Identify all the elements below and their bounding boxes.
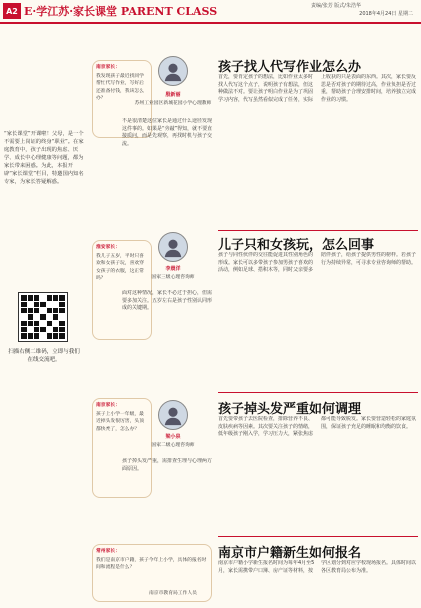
expert-title: 苏州工业园区新城花园小学心理教师 bbox=[134, 101, 212, 106]
divider bbox=[218, 536, 418, 537]
article-title: 孩子掉头发严重如何调理 bbox=[218, 402, 362, 417]
page-header bbox=[0, 0, 421, 24]
question-text: 我们是南京市户籍，孩子今年上小学，具体的报名时间和流程是什么？ bbox=[96, 557, 207, 570]
article-title: 南京市户籍新生如何报名 bbox=[218, 546, 362, 561]
expert-avatar-icon bbox=[158, 56, 188, 86]
question-text: 我发现孩子最近找同学帮忙代写作业，写好后还准备付钱，我该怎么办？ bbox=[96, 73, 144, 101]
question-text: 孩子上小学一年级，最近掉头发很厉害，头顶都快秃了，怎么办？ bbox=[96, 411, 144, 432]
expert-name: 梁小泉 bbox=[165, 434, 181, 440]
left-column bbox=[4, 30, 84, 600]
section-title: E·学江苏·家长课堂 PARENT CLASS bbox=[24, 5, 218, 18]
expert-avatar-icon bbox=[158, 232, 188, 262]
article-title: 儿子只和女孩玩，怎么回事 bbox=[218, 238, 375, 253]
publish-date: 2018年4月24日 星期二 bbox=[359, 11, 413, 17]
editor-info: 责编/张芳 版式/朱浩华 bbox=[311, 3, 361, 9]
question-head: 南京家长： bbox=[96, 403, 120, 408]
expert-answer: 孩子掉头发严重，需排查生理与心理两方面原因。 bbox=[122, 458, 213, 472]
question-head: 南京家长： bbox=[96, 65, 120, 70]
article-title: 孩子找人代写作业怎么办 bbox=[218, 60, 362, 75]
question-text: 我儿子五岁，平时只喜欢和女孩子玩，喜欢穿女孩子的衣服，这正常吗？ bbox=[96, 253, 144, 281]
article-body: 孩子与同性伙伴的交往能促进其性别角色的形成。家长可以多带孩子参加男孩子喜欢的活动，例如足球、搭积木等，同时父亲要多陪伴孩子，给孩子提供男性的榜样。若孩子行为持续异常，可寻求专业咨询师的帮助。 bbox=[218, 252, 417, 274]
expert-name: 李晨洋 bbox=[165, 266, 181, 272]
page-number-badge: A2 bbox=[3, 3, 21, 19]
expert-name: 殷新丽 bbox=[165, 92, 181, 98]
article-body: 首先要带孩子去医院检查，排除营养不良、皮肤疾病等因素。其次要关注孩子的情绪，低年级孩子刚入学，学习压力大，紧张焦虑都可能导致脱发。家长要营造轻松的家庭氛围，保证孩子充足的睡眠和均衡的饮食。 bbox=[218, 416, 417, 438]
qr-code-icon[interactable] bbox=[18, 292, 68, 342]
expert-title: 南京市教育局工作人员 bbox=[149, 591, 197, 596]
column-intro: “家长课堂”开课啦！父母，是一个不需要上岗证的终身“职业”。在家庭教育中，孩子出现的焦虑、厌学、成长中心理健康等问题，都为家长带来困惑。为此，本报开辟“家长课堂”栏目，特邀国内知名专家，为家长答疑解惑。 bbox=[4, 131, 84, 185]
expert-answer: 面对这种情况，家长不必过于担心，但需要多加关注。五岁左右是孩子性别认同形成的关键期。 bbox=[122, 290, 213, 311]
divider bbox=[218, 392, 418, 393]
article-body: 南京市户籍小学新生报名时间为每年4月至5月，家长需携带户口簿、房产证等材料，按学区划分到对应学校现场报名。具体时间以各区教育局公布为准。 bbox=[218, 560, 417, 574]
article-body: 首先，要肯定孩子的想法，比如作业太多时找人代写这个点子，说明孩子有想法，但这种做法不对。要让孩子明白作业是为了巩固学习内容，代写虽然看似完成了任务，实际上收获的只是表面的东西。其次，家长要反思是否对孩子的期待过高，作业负担是否过重，帮助孩子合理安排时间，培养独立完成作业的习惯。 bbox=[218, 74, 417, 103]
expert-title: 国家三级心理咨询师 bbox=[151, 275, 195, 280]
expert-title: 国家二级心理咨询师 bbox=[151, 443, 195, 448]
question-head: 常州家长： bbox=[96, 549, 120, 554]
qr-caption: 扫描右侧二维码，立即与我们在线交流吧。 bbox=[8, 349, 80, 363]
question-head: 淮安家长： bbox=[96, 245, 120, 250]
expert-answer: 不是很清楚这位家长是通过什么途径发现这件事的。如果是“旁敲”得知，就不要直接质问，而是先观察，再找时机与孩子交流。 bbox=[122, 118, 213, 147]
expert-avatar-icon bbox=[158, 400, 188, 430]
divider bbox=[218, 230, 418, 231]
